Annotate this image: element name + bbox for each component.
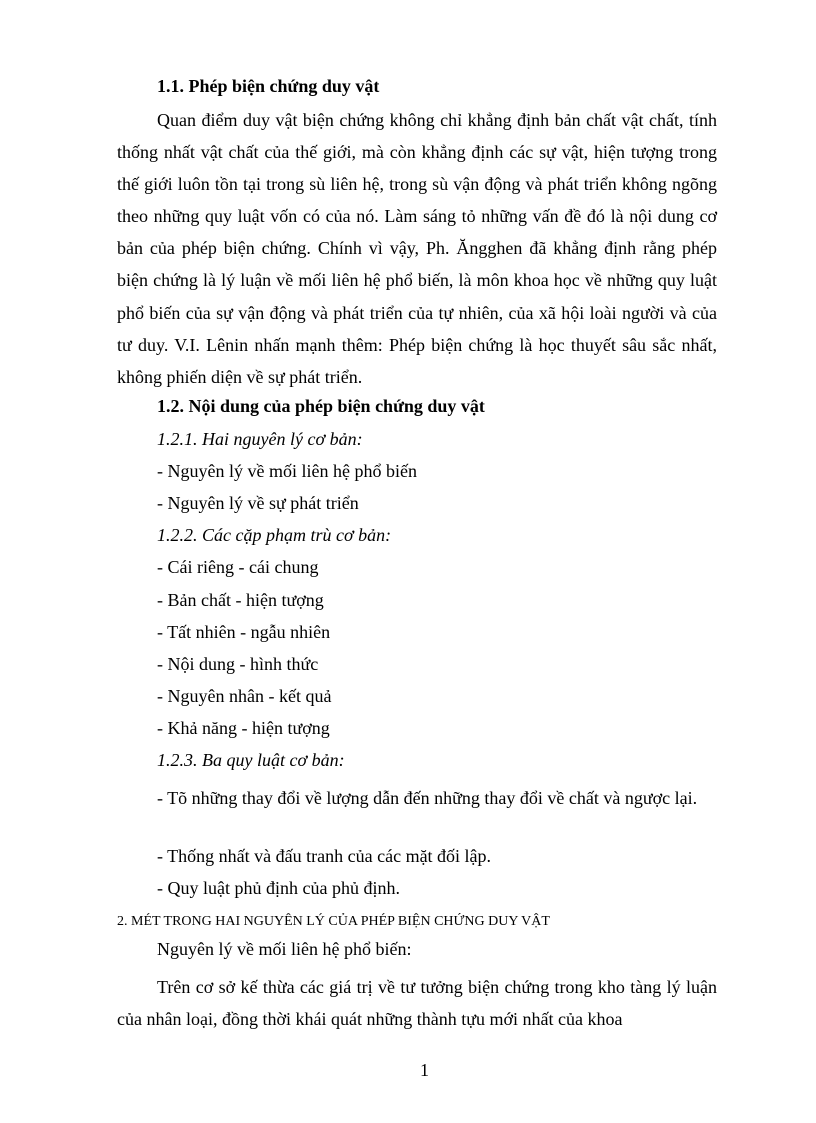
paragraph-inheritance (117, 971, 717, 1035)
list-item: - Nguyên lý về sự phát triển (157, 493, 359, 513)
heading-1-2: 1.2. Nội dung của phép biện chứng duy vật (157, 396, 485, 416)
list-item: - Cái riêng - cái chung (157, 557, 319, 577)
paragraph-inheritance-text: Trên cơ sở kế thừa các giá trị về tư tưởng biện chứng trong kho tàng lý luận của nhân loại, đồng thời khái quát những thành tựu mới nhất của khoa (117, 977, 717, 1030)
paragraph-dialectics (117, 104, 717, 393)
subheading-1-2-2: 1.2.2. Các cặp phạm trù cơ bản: (157, 525, 392, 545)
list-item: - Tất nhiên - ngẫu nhiên (157, 622, 331, 642)
paragraph-dialectics-text: Quan điểm duy vật biện chứng không chỉ khẳng định bản chất vật chất, tính thống nhất vật chất của thế giới, mà còn khẳng định các sự vật, hiện tượng trong thế giới luôn tồn tại trong sù liên hệ, trong sù vận động và phát triển không ngõng theo những quy luật vốn có của nó. Làm sáng tỏ những vấn đề đó là nội dung cơ bản của phép biện chứng. Chính vì vậy, Ph. Ăngghen đã khẳng định rằng phép biện chứng là lý luận về mối liên hệ phổ biến, là môn khoa học về những quy luật phổ biến của sự vận động và phát triển của tự nhiên, của xã hội loài người và của tư duy. V.I. Lênin nhấn mạnh thêm: Phép biện chứng là học thuyết sâu sắc nhất, không phiến diện về sự phát triển. (117, 110, 717, 387)
list-item-law-1 (117, 782, 717, 814)
subheading-1-2-3: 1.2.3. Ba quy luật cơ bản: (157, 750, 345, 770)
page-number: 1 (420, 1060, 429, 1080)
list-item: - Thống nhất và đấu tranh của các mặt đối lập. (157, 846, 492, 866)
list-item: - Quy luật phủ định của phủ định. (157, 878, 400, 898)
list-item: - Khả năng - hiện tượng (157, 718, 330, 738)
list-item: - Nội dung - hình thức (157, 654, 319, 674)
subheading-1-2-1: 1.2.1. Hai nguyên lý cơ bản: (157, 429, 363, 449)
list-item: - Bản chất - hiện tượng (157, 590, 324, 610)
section-2-title: 2. MÉT TRONG HAI NGUYÊN LÝ CỦA PHÉP BIỆN CHỨNG DUY VẬT (117, 914, 550, 929)
law-1-text: - Tõ những thay đổi về lượng dẫn đến những thay đổi về chất và ngược lại. (157, 788, 698, 808)
list-item: - Nguyên nhân - kết quả (157, 686, 332, 706)
list-item: - Nguyên lý về mối liên hệ phổ biến (157, 461, 417, 481)
principle-heading: Nguyên lý về mối liên hệ phổ biến: (157, 939, 412, 959)
heading-1-1: 1.1. Phép biện chứng duy vật (157, 76, 380, 96)
